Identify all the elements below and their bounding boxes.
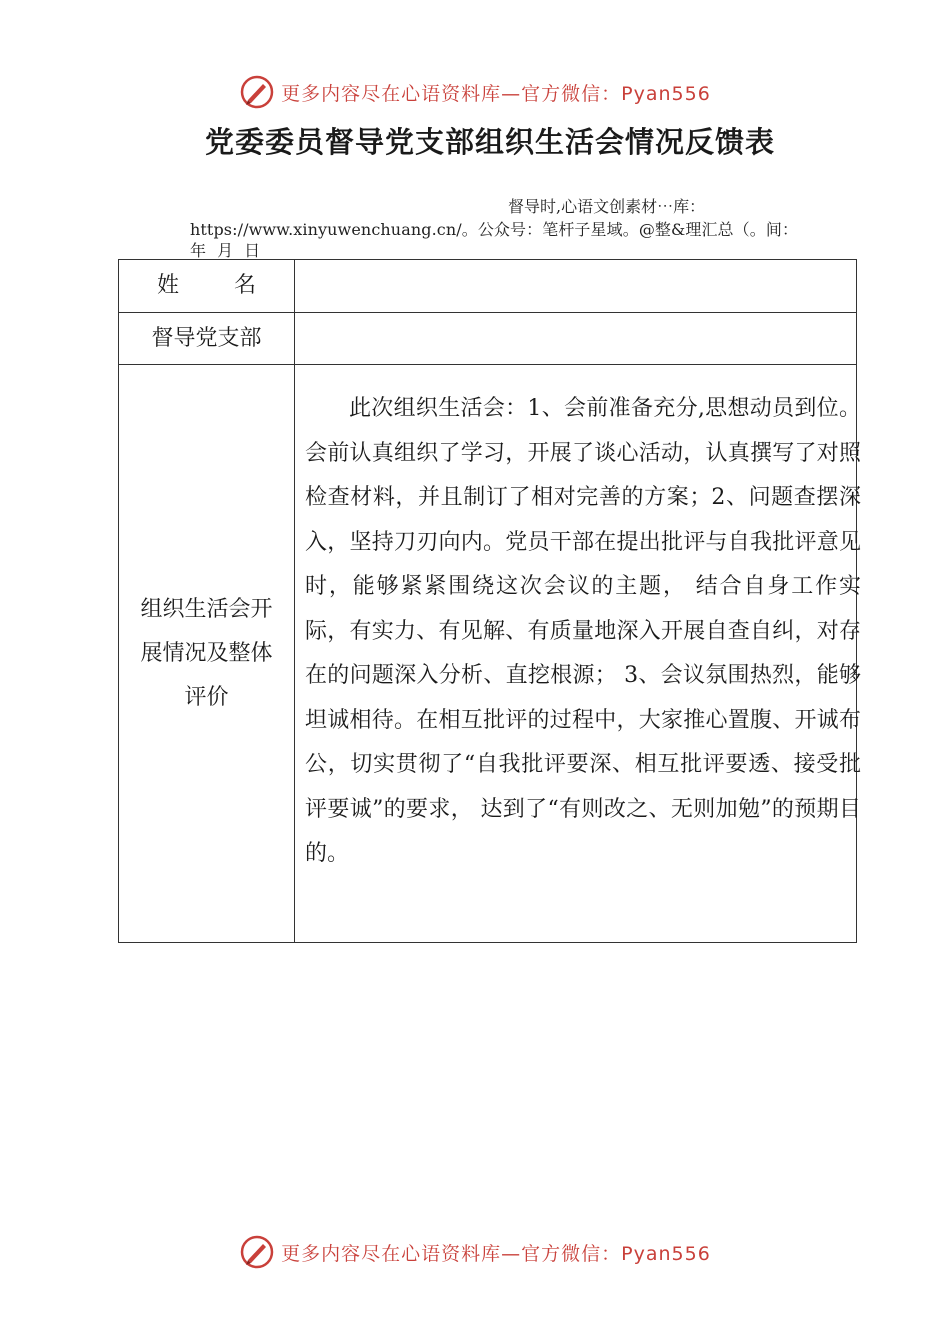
watermark-text: 更多内容尽在心语资料库—官方微信：Pyan556 [281, 82, 711, 105]
name-label-cell [119, 260, 295, 313]
watermark-text: 更多内容尽在心语资料库—官方微信：Pyan556 [281, 1242, 711, 1265]
evaluation-value-cell[interactable] [295, 365, 861, 943]
document-title: 党委委员督导党支部组织生活会情况反馈表 [204, 125, 775, 159]
evaluation-text: 此次组织生活会：1、会前准备充分,思想动员到位。会前认真组织了学习，开展了谈心活动，认真撰写了对照检查材料，并且制订了相对完善的方案；2、问题查摆深入，坚持刀刃向内。党员干部在提出批评与自我批评意见时，能够紧紧围绕这次会议的主题， 结合自身工作实际，有实力、有见解、有质量地深入开展自查自纠，对存在的问题深入分析、直挖根源； 3、会议氛围热烈，能够坦诚相待。在相互批评的过程中，大家推心置腹、开诚布公，切实贯彻了“自我批评要深、相互批评要透、接受批评要诚”的要求， 达到了“有则改之、无则加勉”的预期目的。 [305, 396, 861, 866]
meta-source-line: https://www.xinyuwenchuang.cn/。公众号：笔杆子星域。@整&理汇总（。间： [190, 220, 799, 239]
meta-date: 年 月 日 [190, 241, 264, 260]
meta-supervision-time: 督导时,心语文创素材⋯库： [508, 197, 706, 216]
branch-label: 督导党支部 [151, 325, 262, 351]
branch-value-cell[interactable] [295, 313, 857, 365]
watermark-banner-bottom [0, 1232, 950, 1272]
feedback-form-table [118, 259, 861, 943]
branch-label-cell [119, 313, 295, 365]
table-row [119, 365, 857, 943]
table-row [119, 313, 857, 365]
evaluation-label-cell [119, 365, 295, 943]
table-row [119, 260, 857, 313]
pen-logo-icon [239, 74, 275, 110]
name-value-cell[interactable] [295, 260, 857, 313]
name-label: 姓 名 [157, 273, 280, 298]
watermark-banner-top [0, 72, 950, 112]
pen-logo-icon [239, 1234, 275, 1270]
evaluation-label: 组织生活会开展情况及整体评价 [140, 596, 273, 710]
